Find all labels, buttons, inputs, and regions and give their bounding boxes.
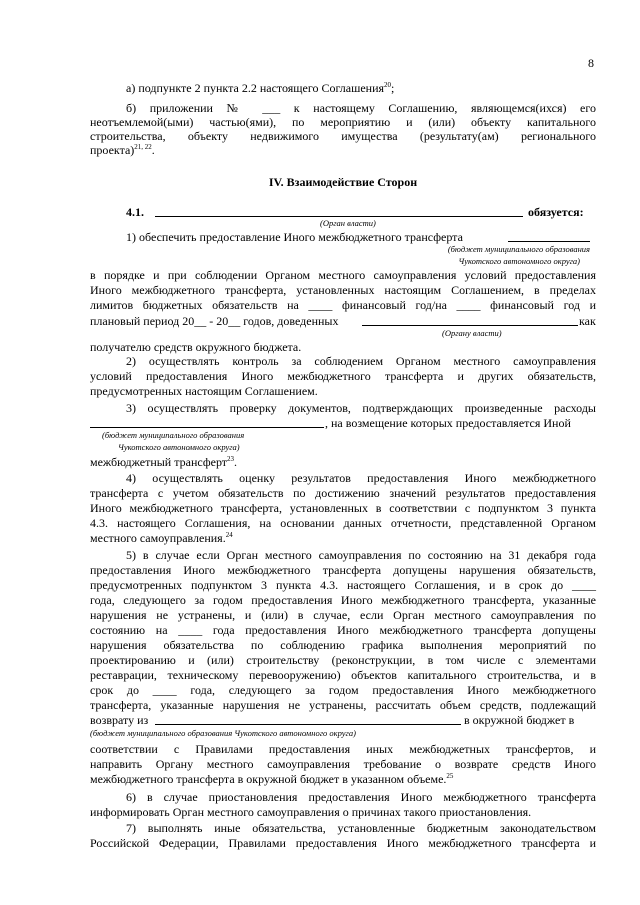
field-caption: (Орган власти) xyxy=(320,218,376,228)
text-line: получателю средств окружного бюджета. xyxy=(90,340,302,354)
text-line: лимитов бюджетных обязательств на ____ финансовый год/на ____ финансовый год и xyxy=(90,298,596,312)
text-line: плановый период 20__ - 20__ годов, доведенных xyxy=(90,314,339,328)
blank-line xyxy=(362,315,578,326)
text-line: в порядке и при соблюдении Органом местного самоуправления условий предоставления xyxy=(90,268,596,282)
text-line: срок до ____ года, следующего за годом предоставления Иного межбюджетного xyxy=(90,683,596,697)
text-line: предусмотренных настоящим Соглашением. xyxy=(90,384,318,398)
text-line: условий предоставления Иного межбюджетного трансферта и других обязательств, xyxy=(90,369,596,383)
text-line: возврату из xyxy=(90,713,149,727)
text-line: 2) осуществлять контроль за соблюдением Органом местного самоуправления xyxy=(126,354,596,368)
text-line: как xyxy=(579,314,596,328)
blank-line xyxy=(90,417,324,428)
text-line: строительства, объекту недвижимого имущества (результату(ам) регионального xyxy=(90,129,596,143)
text-line: 4.3. настоящего Соглашения, на основании данных отчетности, представленной Органом xyxy=(90,516,596,530)
text-line: года, следующего за годом предоставления Иного межбюджетного трансферта, указанные xyxy=(90,593,596,607)
text-line: 6) в случае приостановления предоставления Иного межбюджетного трансферта xyxy=(126,790,596,804)
field-caption: (Органу власти) xyxy=(442,328,502,338)
field-caption: (бюджет муниципального образования xyxy=(102,430,245,440)
text-line: б) приложении № ___ к настоящему Соглашению, являющемся(ихся) его xyxy=(126,101,596,115)
text-line: 5) в случае если Орган местного самоуправления по состоянию на 31 декабря года xyxy=(126,548,596,562)
field-caption: (бюджет муниципального образования xyxy=(447,244,590,254)
text-line: проектированию и (или) строительству (реконструкции, в том числе с элементами xyxy=(90,653,596,667)
text-line: а) подпункте 2 пункта 2.2 настоящего Соглашения$^{20}$; xyxy=(126,81,395,95)
text-line: соответствии с Правилами предоставления иных межбюджетных трансфертов, и xyxy=(90,742,596,756)
text-line: предоставления Иного межбюджетного трансферта допущены нарушения обязательств, xyxy=(90,563,596,577)
blank-line xyxy=(508,231,590,242)
text-line: информировать Орган местного самоуправления о причинах такого приостановления. xyxy=(90,805,532,819)
clause-number: 4.1. xyxy=(126,205,144,219)
text-line: 1) обеспечить предоставление Иного межбюджетного трансферта xyxy=(126,230,463,244)
text-line: , на возмещение которых предоставляется Иной xyxy=(325,416,571,430)
text-line: 4) осуществлять оценку результатов предоставления Иного межбюджетного xyxy=(126,471,596,485)
text-line: направить Органу местного самоуправления требование о возврате средств Иного xyxy=(90,757,596,771)
blank-line xyxy=(155,206,523,217)
text-line: неотъемлемой(ыми) частью(ями), по мероприятию и (или) объекту капитального xyxy=(90,115,596,129)
text-line: межбюджетного трансферта в окружной бюджет в указанном объеме.$^{25}$ xyxy=(90,772,454,786)
text-line: 7) выполнять иные обязательства, установленные бюджетным законодательством xyxy=(126,821,596,835)
text-line: состоянию на ____ года предоставления Иного межбюджетного трансферта допущены xyxy=(90,623,596,637)
clause-verb: обязуется: xyxy=(528,205,584,219)
text-line: Российской Федерации, Правилами предоставления Иного межбюджетного трансферта и xyxy=(90,836,596,850)
text-line: трансферта, указанные нарушения не устранены, рассчитать объем средств, подлежащий xyxy=(90,698,596,712)
blank-line xyxy=(155,714,461,725)
text-line: реставрации, техническому перевооружению) объектов капитального строительства, и в xyxy=(90,668,596,682)
text-line: местного самоуправления.$^{24}$ xyxy=(90,531,233,545)
text-line: проекта)$^{21, 22}$. xyxy=(90,143,155,157)
text-line: в окружной бюджет в xyxy=(464,713,575,727)
text-line: нарушения не устранены, и (или) в случае, если Орган местного самоуправления по xyxy=(90,608,596,622)
text-line: Иного межбюджетного трансферта, установленных в соответствии с подпунктом 3 пункта xyxy=(90,501,596,515)
text-line: Иного межбюджетного трансферта, установленных настоящим Соглашением, в пределах xyxy=(90,283,596,297)
text-line: предусмотренных подпунктом 3 пункта 4.3. настоящего Соглашения, и в срок до ____ xyxy=(90,578,596,592)
text-line: нарушения обязательства по соблюдению графика выполнения мероприятий по xyxy=(90,638,596,652)
page-number: 8 xyxy=(588,56,594,70)
field-caption: (бюджет муниципального образования Чукотского автономного округа) xyxy=(90,728,356,738)
field-caption: Чукотского автономного округа) xyxy=(458,256,580,266)
text-line: трансферта с учетом обязательств по достижению значений результатов предоставления xyxy=(90,486,596,500)
field-caption: Чукотского автономного округа) xyxy=(118,442,240,452)
text-line: межбюджетный трансферт$^{23}$. xyxy=(90,455,238,469)
section-heading: IV. Взаимодействие Сторон xyxy=(268,175,418,189)
text-line: 3) осуществлять проверку документов, подтверждающих произведенные расходы xyxy=(126,401,596,415)
